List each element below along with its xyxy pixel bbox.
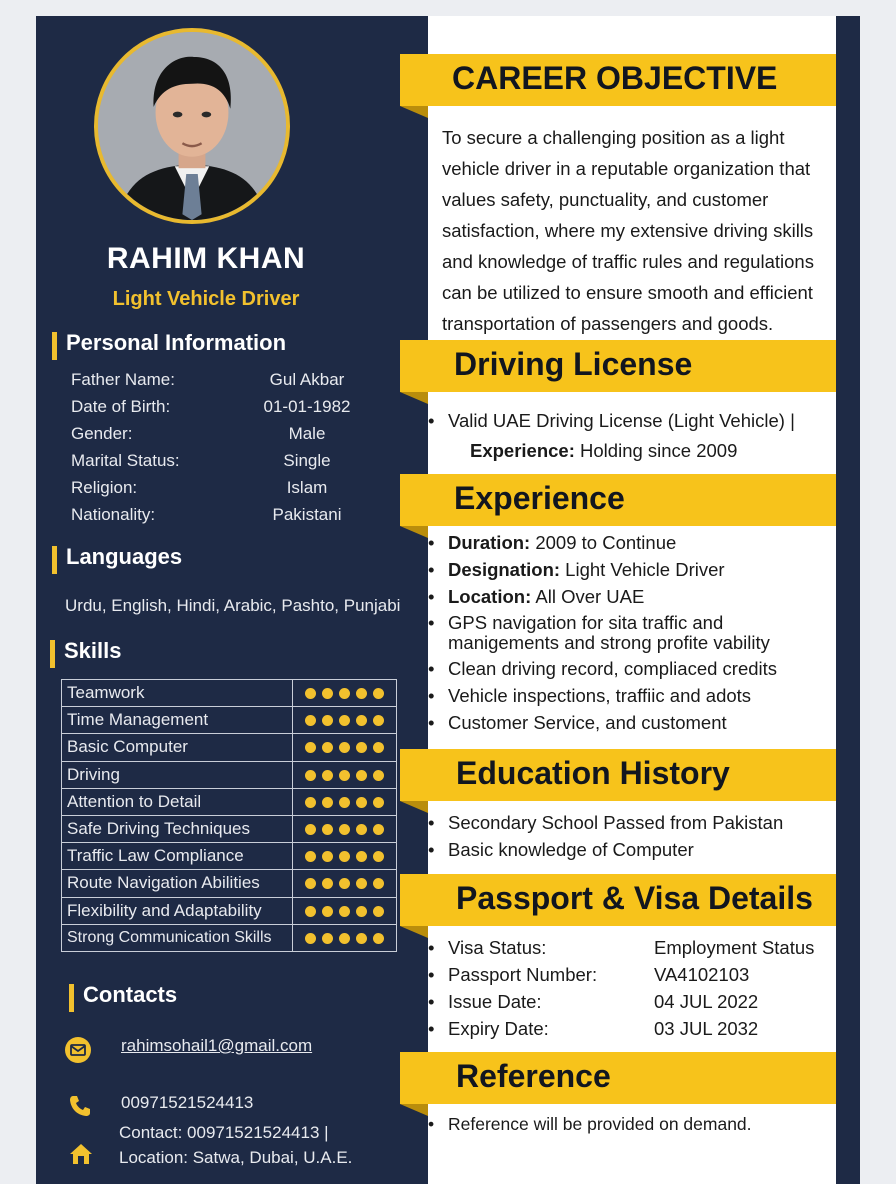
candidate-name: RAHIM KHAN (106, 242, 306, 275)
resume-page (36, 16, 860, 1184)
email-icon (64, 1036, 92, 1069)
experience-item (448, 586, 644, 608)
exp-value: Light Vehicle Driver (560, 559, 725, 580)
info-value: 01-01-1982 (263, 397, 351, 416)
info-label: Father Name: (71, 370, 175, 389)
skill-row (62, 924, 397, 951)
exp-value: Clean driving record, compliaced credits (448, 658, 778, 679)
passport-banner (400, 874, 836, 926)
info-row (71, 397, 371, 424)
profile-photo (94, 28, 290, 224)
skill-name: Basic Computer (62, 734, 293, 761)
skill-name: Driving (62, 761, 293, 788)
passport-heading: Passport & Visa Details (456, 880, 813, 916)
skill-name: Traffic Law Compliance (62, 843, 293, 870)
education-heading: Education History (456, 755, 730, 791)
skill-row (62, 707, 397, 734)
skills-heading: Skills (50, 638, 121, 664)
phone-number[interactable]: 00971521524413 (121, 1093, 254, 1112)
info-value: Male (288, 424, 326, 443)
location-line: Location: Satwa, Dubai, U.A.E. (119, 1148, 353, 1167)
skill-name: Time Management (62, 707, 293, 734)
experience-item (448, 532, 676, 554)
license-exp-value: Holding since 2009 (574, 440, 738, 461)
info-value: Pakistani (272, 505, 342, 524)
right-border-strip (836, 16, 860, 1184)
personal-info-heading: Personal Information (52, 330, 286, 356)
contact-line: Contact: 00971521524413 | (119, 1123, 329, 1142)
license-experience (470, 440, 737, 462)
license-exp-label: Experience: (470, 440, 575, 461)
skill-name: Teamwork (62, 680, 293, 707)
exp-value: Customer Service, and customent (448, 712, 727, 733)
career-objective-text (442, 122, 822, 339)
experience-item (448, 559, 725, 581)
candidate-title: Light Vehicle Driver (112, 288, 300, 310)
skill-row (62, 788, 397, 815)
skill-rating (293, 788, 397, 815)
skill-row (62, 734, 397, 761)
career-objective-heading: CAREER OBJECTIVE (452, 60, 778, 96)
passport-value: VA4102103 (654, 964, 750, 985)
objective-line: values safety, punctuality, and customer (442, 189, 769, 210)
info-value: Gul Akbar (269, 370, 345, 389)
education-item: • Basic knowledge of Computer (448, 839, 694, 861)
passport-value: 03 JUL 2032 (654, 1018, 759, 1039)
exp-label: Duration: (448, 532, 531, 553)
objective-line: can be utilized to ensure smooth and efficient (442, 282, 813, 303)
skill-name: Attention to Detail (62, 788, 293, 815)
exp-value: manigements and strong profite vability (448, 632, 770, 653)
exp-value: Vehicle inspections, traffiic and adots (448, 685, 752, 706)
experience-item (448, 685, 751, 707)
info-label: Gender: (71, 424, 133, 443)
experience-item (448, 658, 777, 680)
skills-table (61, 679, 397, 952)
experience-banner (400, 474, 836, 526)
exp-label: Designation: (448, 559, 561, 580)
skill-rating (293, 815, 397, 842)
license-item: • Valid UAE Driving License (Light Vehicle) | (448, 410, 795, 432)
info-row (71, 478, 371, 505)
home-icon (68, 1142, 94, 1171)
passport-label: • Issue Date: (448, 991, 542, 1013)
driving-license-heading: Driving License (454, 346, 693, 382)
exp-value: GPS navigation for sita traffic and (448, 612, 724, 633)
experience-item (448, 712, 727, 734)
objective-line: satisfaction, where my extensive driving skills (442, 220, 814, 241)
skill-row (62, 870, 397, 897)
career-objective-banner (400, 54, 836, 106)
info-label: Nationality: (71, 505, 156, 524)
skill-name: Route Navigation Abilities (62, 870, 293, 897)
phone-icon (68, 1094, 92, 1123)
info-value: Islam (286, 478, 328, 497)
skill-rating (293, 870, 397, 897)
skill-name: Strong Communication Skills (62, 924, 293, 951)
skill-row (62, 897, 397, 924)
skill-rating (293, 761, 397, 788)
info-row (71, 424, 371, 451)
reference-banner (400, 1052, 836, 1104)
info-value: Single (283, 451, 331, 470)
skill-row (62, 761, 397, 788)
info-row (71, 370, 371, 397)
skill-row (62, 680, 397, 707)
left-sidebar (36, 16, 428, 1184)
skill-name: Flexibility and Adaptability (62, 897, 293, 924)
info-row (71, 505, 371, 532)
education-item: • Secondary School Passed from Pakistan (448, 812, 783, 834)
passport-value: Employment Status (654, 937, 815, 958)
reference-heading: Reference (456, 1058, 611, 1094)
passport-label: • Passport Number: (448, 964, 597, 986)
skill-rating (293, 734, 397, 761)
objective-line: To secure a challenging position as a light (442, 127, 785, 148)
info-row (71, 451, 371, 478)
skill-row (62, 815, 397, 842)
experience-item (448, 613, 770, 653)
languages-text: Urdu, English, Hindi, Arabic, Pashto, Punjabi (65, 596, 401, 615)
skill-row (62, 843, 397, 870)
skill-rating (293, 707, 397, 734)
info-label: Marital Status: (71, 451, 180, 470)
skill-rating (293, 680, 397, 707)
passport-label: • Visa Status: (448, 937, 546, 959)
exp-value: All Over UAE (531, 586, 645, 607)
education-banner (400, 749, 836, 801)
skill-name: Safe Driving Techniques (62, 815, 293, 842)
email-link[interactable]: rahimsohail1@gmail.com (121, 1036, 313, 1055)
reference-text: • Reference will be provided on demand. (448, 1114, 752, 1135)
objective-line: transportation of passengers and goods. (442, 313, 774, 334)
portrait-image (98, 32, 286, 220)
passport-value: 04 JUL 2022 (654, 991, 759, 1012)
experience-heading: Experience (454, 480, 625, 516)
skill-rating (293, 897, 397, 924)
objective-line: vehicle driver in a reputable organization that (442, 158, 811, 179)
info-label: Date of Birth: (71, 397, 171, 416)
driving-license-banner (400, 340, 836, 392)
exp-label: Location: (448, 586, 532, 607)
objective-line: and knowledge of traffic rules and regulations (442, 251, 814, 272)
passport-label: • Expiry Date: (448, 1018, 549, 1040)
skill-rating (293, 924, 397, 951)
skill-rating (293, 843, 397, 870)
languages-heading: Languages (52, 544, 182, 570)
exp-value: 2009 to Continue (530, 532, 677, 553)
info-label: Religion: (71, 478, 138, 497)
contacts-heading: Contacts (69, 982, 177, 1008)
